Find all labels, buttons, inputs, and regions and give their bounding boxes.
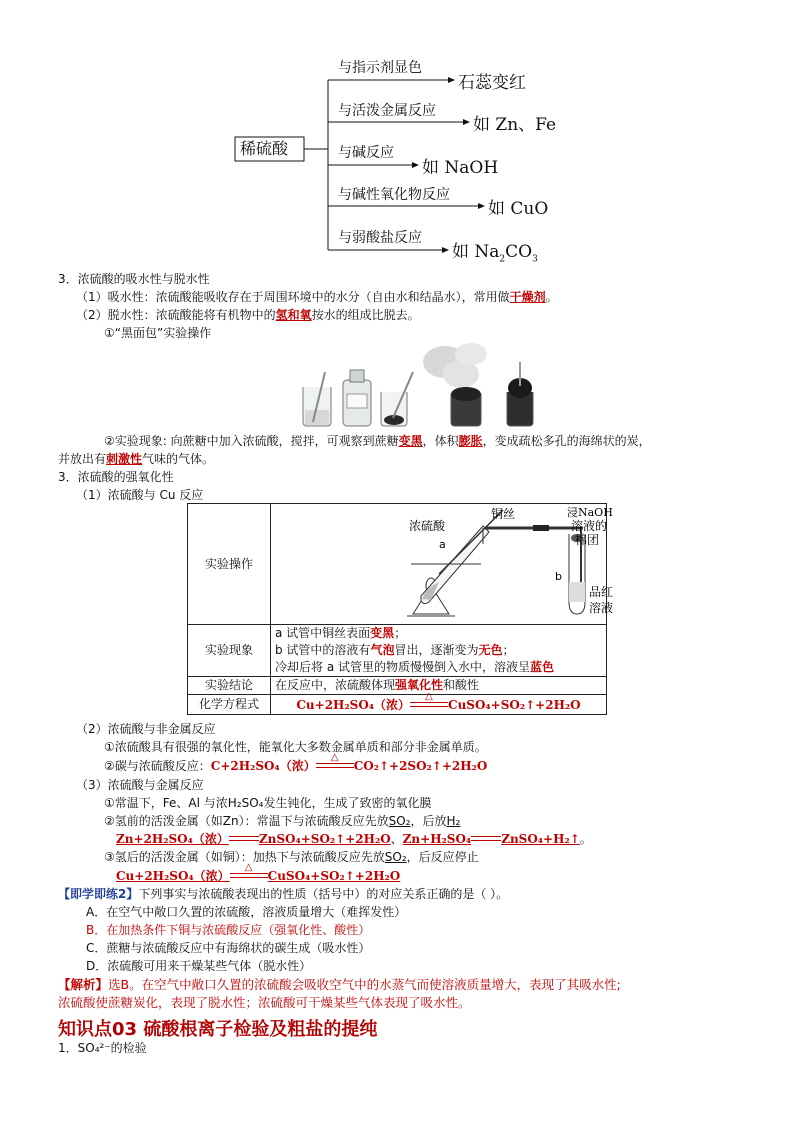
metal-heading: （3）浓硫酸与金属反应	[76, 778, 204, 792]
cu-apparatus-diagram	[271, 504, 614, 624]
row-head-equation: 化学方程式	[188, 695, 271, 715]
branch-label-5: 与弱酸盐反应	[338, 230, 422, 246]
label-acid: 浓硫酸	[409, 519, 446, 533]
cu-experiment-table	[187, 503, 614, 715]
diagram-root: 稀硫酸	[240, 139, 289, 158]
analysis-line-1: 【解析】选B。在空气中敞口久置的浓硫酸会吸收空气中的水蒸气而使溶液质量增大，表现了其吸水性;	[58, 977, 621, 992]
phenomenon-line-2: 并放出有刺激性气味的气体。	[58, 452, 215, 466]
black-bread-experiment-illustration	[295, 342, 535, 428]
nonmetal-heading: （2）浓硫酸与非金属反应	[76, 722, 216, 736]
nonmetal-line-1: ①浓硫酸具有很强的氧化性，能氧化大多数金属单质和部分非金属单质。	[104, 740, 487, 754]
row-head-operation: 实验操作	[188, 504, 271, 625]
branch-label-2: 与活泼金属反应	[338, 103, 436, 119]
label-naoh-1: 浸NaOH	[567, 506, 613, 519]
kp-item-1: 1．SO₄²⁻的检验	[58, 1041, 147, 1055]
metal-eq-zn: Zn+2H₂SO₄（浓） ZnSO₄+SO₂↑+2H₂O、Zn+H₂SO₄ ZnSO₄+H₂↑。	[116, 832, 592, 846]
phenomenon-line: ②实验现象: 向蔗糖中加入浓硫酸，搅拌，可观察到蔗糖变黑，体积膨胀，变成疏松多孔的海绵状的炭，	[104, 434, 651, 448]
metal-line-3: ③氢后的活泼金属（如铜）：加热下与浓硫酸反应先放SO₂，后反应停止	[104, 850, 479, 864]
equation-cell: Cu+2H₂SO₄（浓） △ CuSO₄+SO₂↑+2H₂O	[271, 695, 607, 715]
label-b: b	[555, 570, 562, 583]
branch-label-3: 与碱反应	[338, 145, 394, 161]
exercise-stem: 【即学即练2】下列事实与浓硫酸表现出的性质（括号中）的对应关系正确的是（ ）。	[58, 887, 509, 901]
metal-line-1: ①常温下，Fe、Al 与浓H₂SO₄发生钝化，生成了致密的氧化膜	[104, 796, 432, 810]
metal-line-2: ②氢前的活泼金属（如Zn）：常温下与浓硫酸反应先放SO₂，后放H₂	[104, 814, 461, 828]
option-b: B．在加热条件下铜与浓硫酸反应（强氧化性、酸性）	[86, 923, 371, 937]
absorb-line: （1）吸水性：浓硫酸能吸收存在于周围环境中的水分（自由水和结晶水），常用做干燥剂。	[76, 290, 558, 304]
cu-reaction-heading: （1）浓硫酸与 Cu 反应	[76, 488, 204, 502]
branch-result-4: 如 CuO	[488, 199, 549, 219]
nonmetal-line-2: ②碳与浓硫酸反应：C+2H₂SO₄（浓） △ CO₂↑+2SO₂↑+2H₂O	[104, 752, 488, 773]
branch-label-4: 与碱性氧化物反应	[338, 187, 450, 203]
phenomenon-cell: a 试管中铜丝表面变黑； b 试管中的溶液有气泡冒出，逐渐变为无色； 冷却后将 a 试管里的物质慢慢倒入水中，溶液呈蓝色	[271, 625, 607, 677]
label-pinhong-2: 溶液	[589, 601, 614, 615]
branch-result-1: 石蕊变红	[458, 73, 526, 93]
dehydrate-line: （2）脱水性：浓硫酸能将有机物中的氢和氧按水的组成比脱去。	[76, 308, 420, 322]
black-bread-line: ①“黑面包”实验操作	[104, 326, 212, 340]
branch-result-2: 如 Zn、Fe	[473, 115, 557, 135]
exercise-tag: 【即学即练2】	[58, 887, 139, 901]
row-head-phenomenon: 实验现象	[188, 625, 271, 677]
conclusion-cell: 在反应中，浓硫酸体现强氧化性和酸性	[271, 677, 607, 695]
label-naoh-3: 棉团	[575, 533, 600, 547]
knowledge-point-title: 知识点03 硫酸根离子检验及粗盐的提纯	[58, 1019, 378, 1040]
label-pinhong-1: 品红	[589, 585, 614, 599]
metal-eq-cu: Cu+2H₂SO₄（浓） △ CuSO₄+SO₂↑+2H₂O	[116, 862, 401, 883]
section-heading-absorb: 3．浓硫酸的吸水性与脱水性	[58, 272, 210, 286]
option-c: C．蔗糖与浓硫酸反应中有海绵状的碳生成（吸水性）	[86, 941, 371, 955]
section-heading-oxidize: 3．浓硫酸的强氧化性	[58, 470, 174, 484]
label-a: a	[439, 538, 446, 551]
label-naoh-2: 溶液的	[571, 519, 608, 533]
apparatus-cell	[271, 504, 614, 625]
branch-label-1: 与指示剂显色	[338, 60, 422, 76]
analysis-tag: 【解析】	[58, 977, 109, 992]
option-d: D．浓硫酸可用来干燥某些气体（脱水性）	[86, 959, 312, 973]
branch-result-3: 如 NaOH	[422, 158, 499, 178]
option-a: A．在空气中敞口久置的浓硫酸，溶液质量增大（难挥发性）	[86, 905, 407, 919]
branch-result-5: 如 $Na_2CO_3$	[452, 242, 538, 265]
analysis-line-2: 浓硫酸使蔗糖炭化，表现了脱水性；浓硫酸可干燥某些气体表现了吸水性。	[58, 995, 471, 1010]
row-head-conclusion: 实验结论	[188, 677, 271, 695]
label-wire: 铜丝	[491, 507, 516, 521]
